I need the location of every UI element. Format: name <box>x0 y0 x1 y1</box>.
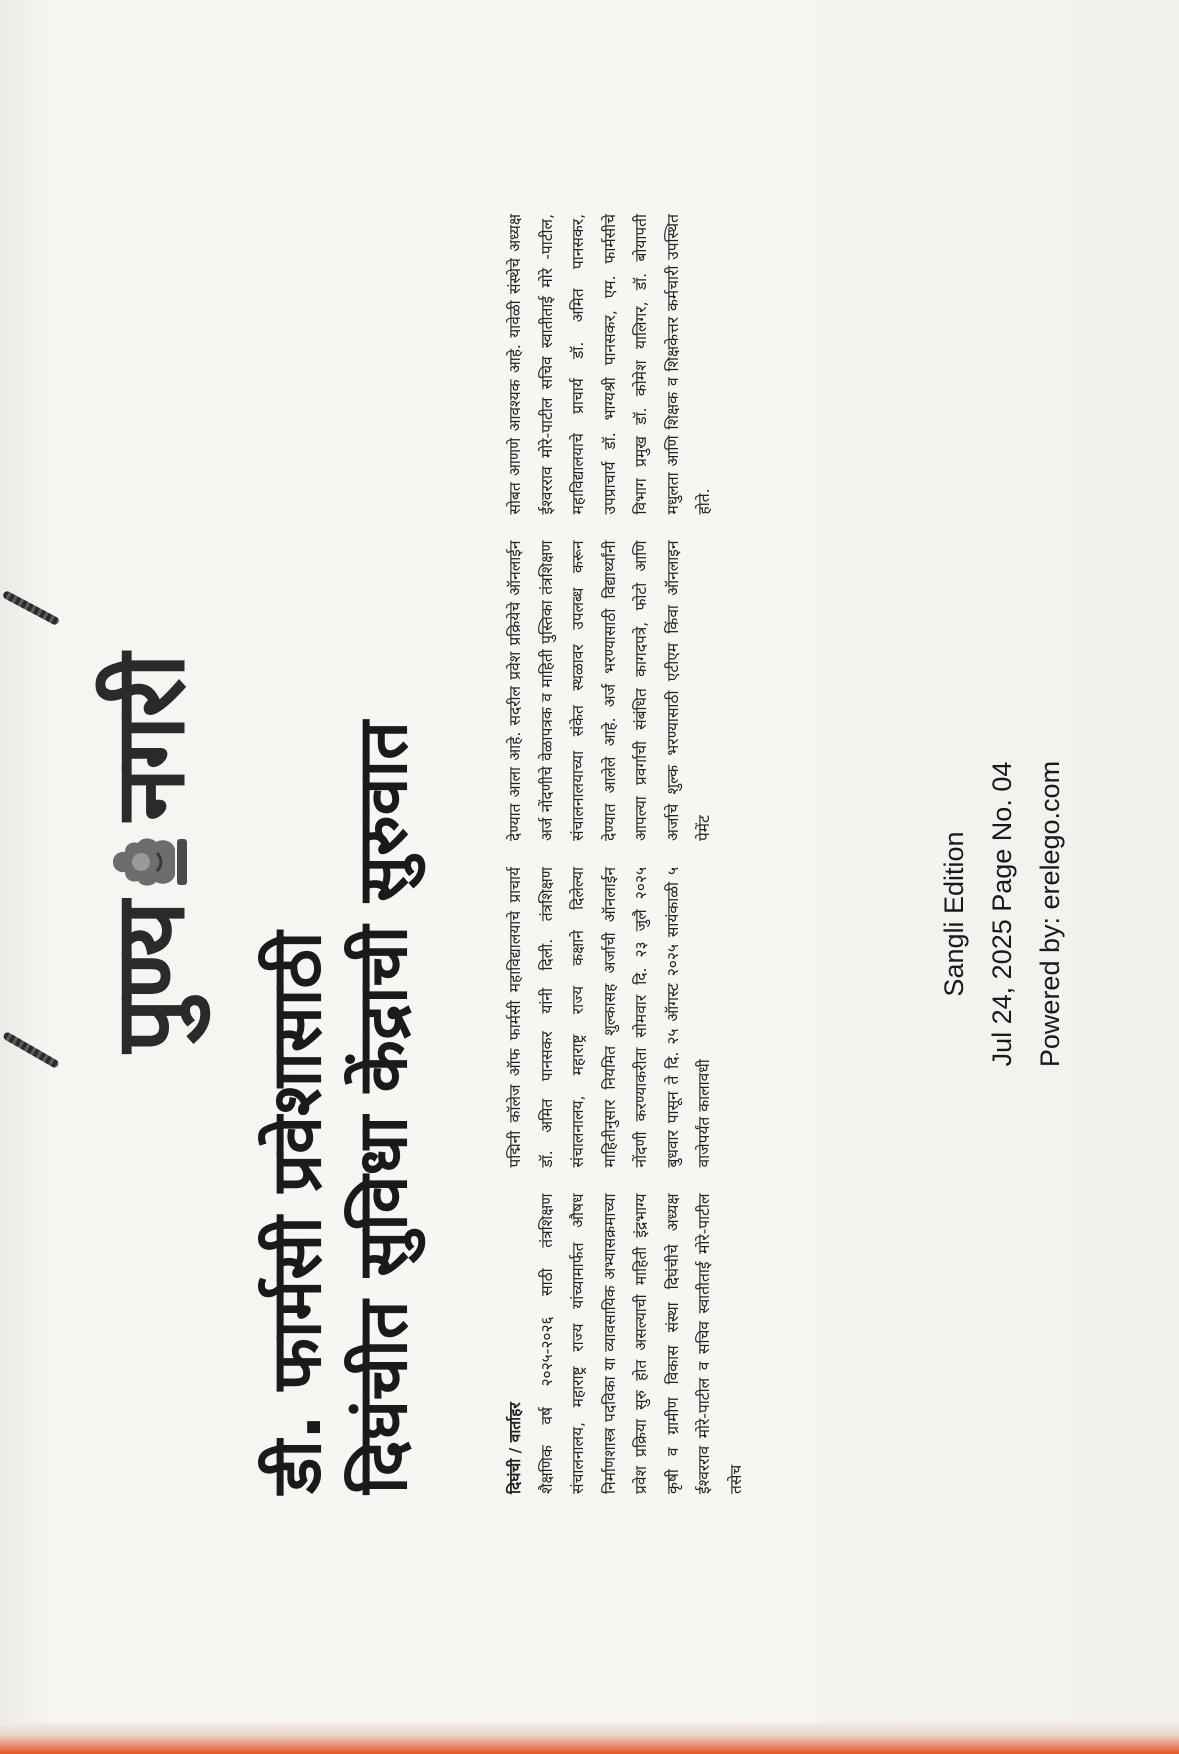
edition-footer <box>930 634 1074 1194</box>
article-paragraph: सोबत आणणे आवश्यक आहे. यावेळी संस्थेचे अध्यक्ष ईश्वरराव मोरे-पाटील सचिव स्वातीताई मोरे -पाटील, महाविद्यालयाचे प्राचार्य डॉ. अमित पानसकर, उपप्राचार्य डॉ. भाग्यश्री पानसकर, एम. फार्मसीचे विभाग प्रमुख डॉ. कोमेश यालिगर, डॉ. बोयापती मधुलता आणि शिक्षक व शिक्षकेत्तर कर्मचारी उपस्थित होते. <box>506 214 713 515</box>
article-paragraph: शैक्षणिक वर्ष २०२५-२०२६ साठी तंत्रशिक्षण संचालनालय, महाराष्ट्र राज्य यांच्यामार्फत औषध निर्माणशास्त्र पदविका या व्यावसायिक अभ्यासक्रमाच्या प्रवेश प्रक्रिया सुरु होत असल्याची माहिती इंद्रभाग्य कृषी व ग्रामीण विकास संस्था दिघंचीचे अध्यक्ष ईश्वरराव मोरे-पाटील व सचिव स्वातीताई मोरे-पाटील तसेच <box>537 1193 745 1494</box>
edition-date-page: Jul 24, 2025 Page No. 04 <box>987 761 1017 1067</box>
article-body <box>500 214 880 1494</box>
newspaper-masthead <box>90 534 210 1174</box>
headline-line-1: डी. फार्मसी प्रवेशासाठी <box>258 931 337 1494</box>
masthead-word-right: नगरी <box>94 655 206 821</box>
masthead-word-left: पुण्य <box>94 902 206 1053</box>
article-dateline: दिघंची / वार्ताहर <box>506 1402 524 1494</box>
article-headline <box>255 234 427 1494</box>
ganesha-emblem-icon <box>107 827 193 897</box>
page-edge-strip <box>0 1722 1179 1754</box>
powered-by-text: Powered by: erelego.com <box>1035 760 1065 1068</box>
edition-name: Sangli Edition <box>939 831 969 997</box>
article-paragraph: देण्यात आला आहे. सदरील प्रवेश प्रक्रियेचे ऑनलाईन अर्ज नोंदणीचे वेळापत्रक व माहिती पुस्तिका तंत्रशिक्षण संचालनालयाच्या संकेत स्थळावर उपलब्ध करून देण्यात आलेले आहे. अर्ज भरण्यासाठी विद्यार्थ्यांनी आपल्या प्रवर्गाची संबंधित कागदपत्रे, फोटो आणि अर्जाचे शुल्क भरण्यासाठी एटीएम किंवा ऑनलाइन पेमेंट <box>506 540 713 841</box>
article-column-1 <box>500 1194 880 1495</box>
headline-line-2: दिघंचीत सुविधा केंद्राची सुरुवात <box>344 721 423 1494</box>
article-paragraph: पद्मिनी कॉलेज ऑफ फार्मसी महाविद्यालयाचे प्राचार्य डॉ. अमित पानसकर यांनी दिली. तंत्रशिक्षण संचालनालय, महाराष्ट्र राज्य कक्षाने दिलेल्या माहितीनुसार नियमित शुल्कासह अर्जाची ऑनलाईन नोंदणी करण्याकरीता सोमवार दि. २३ जुलै २०२५ बुधवार पासून ते दि. २५ ऑगस्ट २०२५ सायंकाळी ५ वाजेपर्यंत कालावधी <box>506 867 713 1168</box>
article-column-4 <box>500 214 880 515</box>
article-column-2 <box>500 867 880 1168</box>
article-column-3 <box>500 541 880 842</box>
